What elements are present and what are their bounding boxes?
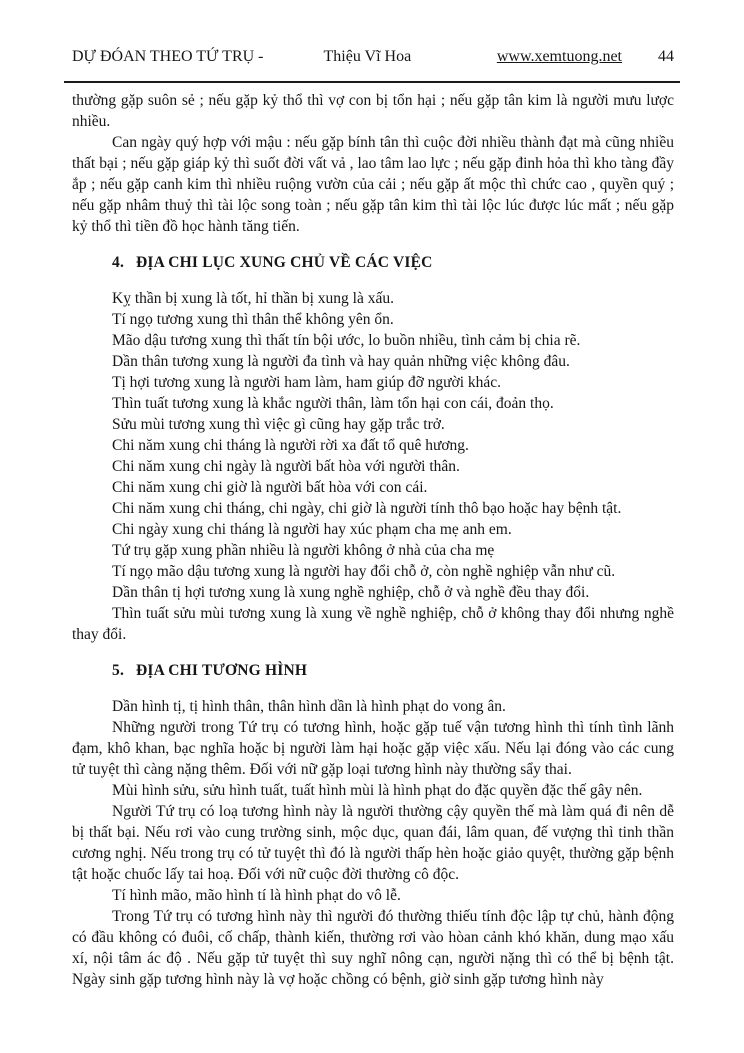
list-item: Dần thân tương xung là người đa tình và hay quản những việc không đâu. [112, 353, 570, 370]
website-url: www.xemtuong.net [496, 48, 622, 65]
list-item: Dần thân tị hợi tương xung là xung nghề nghiệp, chỗ ở và nghề đều thay đổi. [112, 584, 590, 601]
list-item: Chi năm xung chi tháng, chi ngày, chi giờ là người tính thô bạo hoặc hay bệnh tật. [112, 500, 622, 517]
paragraph: Dần hình tị, tị hình thân, thân hình dần là hình phạt do vong ân. [112, 698, 506, 715]
list-item: Thìn tuất sửu mùi tương xung là xung về nghề nghiệp, chỗ ở không thay đổi nhưng nghề thay đổi. [72, 605, 674, 643]
list-item: Chi năm xung chi tháng là người rời xa đất tổ quê hương. [112, 437, 469, 454]
paragraph: Trong Tứ trụ có tương hình này thì người đó thường thiếu tính độc lập tự chủ, hành động có đầu không có đuôi, cố chấp, thành kiến, thường rơi vào hòan cảnh khó khăn, dung mạo xấu xí, nội tâm ác độ . Nếu gặp tử tuyệt thì suy nghĩ nông cạn, người nặng thì có thể bị bệnh tật. Ngày sinh gặp tương hình này là vợ hoặc chồng có bệnh, giờ sinh gặp tương hình này [72, 908, 674, 988]
section-5-heading [112, 660, 674, 681]
list-item: Thìn tuất tương xung là khắc người thân, làm tổn hại con cái, đoản thọ. [112, 395, 554, 412]
list-item: Chi ngày xung chi tháng là người hay xúc phạm cha mẹ anh em. [112, 521, 512, 538]
header-divider [64, 81, 680, 83]
paragraph-can-ngay: Can ngày quý hợp với mậu : nếu gặp bính tân thì cuộc đời nhiều thành đạt mà cũng nhiều thất bại ; nếu gặp giáp kỷ thì suốt đời vất vả , lao tâm lao lực ; nếu gặp đinh hỏa thì kho tàng đầy ắp ; nếu gặp canh kim thì nhiều ruộng vườn của cải ; nếu gặp ất mộc thì chức cao , quyền quý ; nếu gặp nhâm thuỷ thì tài lộc song toàn ; nếu gặp tân kim thì tài lộc lúc được lúc mất ; nếu gặp kỷ thổ thì tiền đồ học hành tăng tiến. [72, 134, 674, 235]
author-name: Thiệu Vĩ Hoa [323, 48, 412, 65]
section-5-title: ĐỊA CHI TƯƠNG HÌNH [136, 662, 308, 679]
section-4-heading [112, 252, 674, 273]
book-title: DỰ ĐÓAN THEO TỨ TRỤ - [72, 48, 264, 65]
paragraph: Người Tứ trụ có loạ tương hình này là người thường cậy quyền thế mà làm quá đi nên dễ bị thất bại. Nếu rơi vào cung trường sinh, mộc dục, quan đái, lâm quan, đế vượng thì tinh thần cương nghị. Nếu trong trụ có tử tuyệt thì đó là người thấp hèn hoặc giảo quyệt, thường gặp bệnh tật hoặc chuốc lấy tai hoạ. Đối với nữ cuộc đời thường cô độc. [72, 803, 674, 883]
page-body [72, 90, 674, 990]
page-header [72, 46, 674, 67]
section-5-number: 5. [112, 662, 125, 679]
list-item: Tí ngọ mão dậu tương xung là người hay đổi chỗ ở, còn nghề nghiệp vẫn như cũ. [112, 563, 616, 580]
page-number: 44 [658, 48, 674, 65]
list-item: Tí ngọ tương xung thì thân thể không yên ổn. [112, 311, 394, 328]
list-item: Chi năm xung chi giờ là người bất hòa với con cái. [112, 479, 428, 496]
section-4-number: 4. [112, 254, 125, 271]
paragraph: Những người trong Tứ trụ có tương hình, hoặc gặp tuế vận tương hình thì tính tình lãnh đạm, khô khan, bạc nghĩa hoặc bị người làm hại hoặc gặp việc xấu. Nếu lại đóng vào các cung tử tuyệt thì càng nặng thêm. Đối với nữ gặp loại tương hình này thường sẩy thai. [72, 719, 674, 778]
section-4-title: ĐỊA CHI LỤC XUNG CHỦ VỀ CÁC VIỆC [136, 254, 433, 271]
list-item: Sửu mùi tương xung thì việc gì cũng hay gặp trắc trở. [112, 416, 445, 433]
list-item: Chi năm xung chi ngày là người bất hòa với người thân. [112, 458, 460, 475]
paragraph-continuation: thường gặp suôn sẻ ; nếu gặp kỷ thổ thì vợ con bị tổn hại ; nếu gặp tân kim là người mưu lược nhiều. [72, 92, 674, 130]
list-item: Kỵ thần bị xung là tốt, hỉ thần bị xung là xấu. [112, 290, 394, 307]
list-item: Tứ trụ gặp xung phần nhiều là người không ở nhà của cha mẹ [112, 542, 495, 559]
list-item: Mão dậu tương xung thì thất tín bội ước, lo buồn nhiều, tình cảm bị chia rẽ. [112, 332, 581, 349]
paragraph: Tí hình mão, mão hình tí là hình phạt do vô lễ. [112, 887, 401, 904]
paragraph: Mùi hình sửu, sửu hình tuất, tuất hình mùi là hình phạt do đặc quyền đặc thế gây nên. [112, 782, 643, 799]
list-item: Tị hợi tương xung là người ham làm, ham giúp đỡ người khác. [112, 374, 502, 391]
